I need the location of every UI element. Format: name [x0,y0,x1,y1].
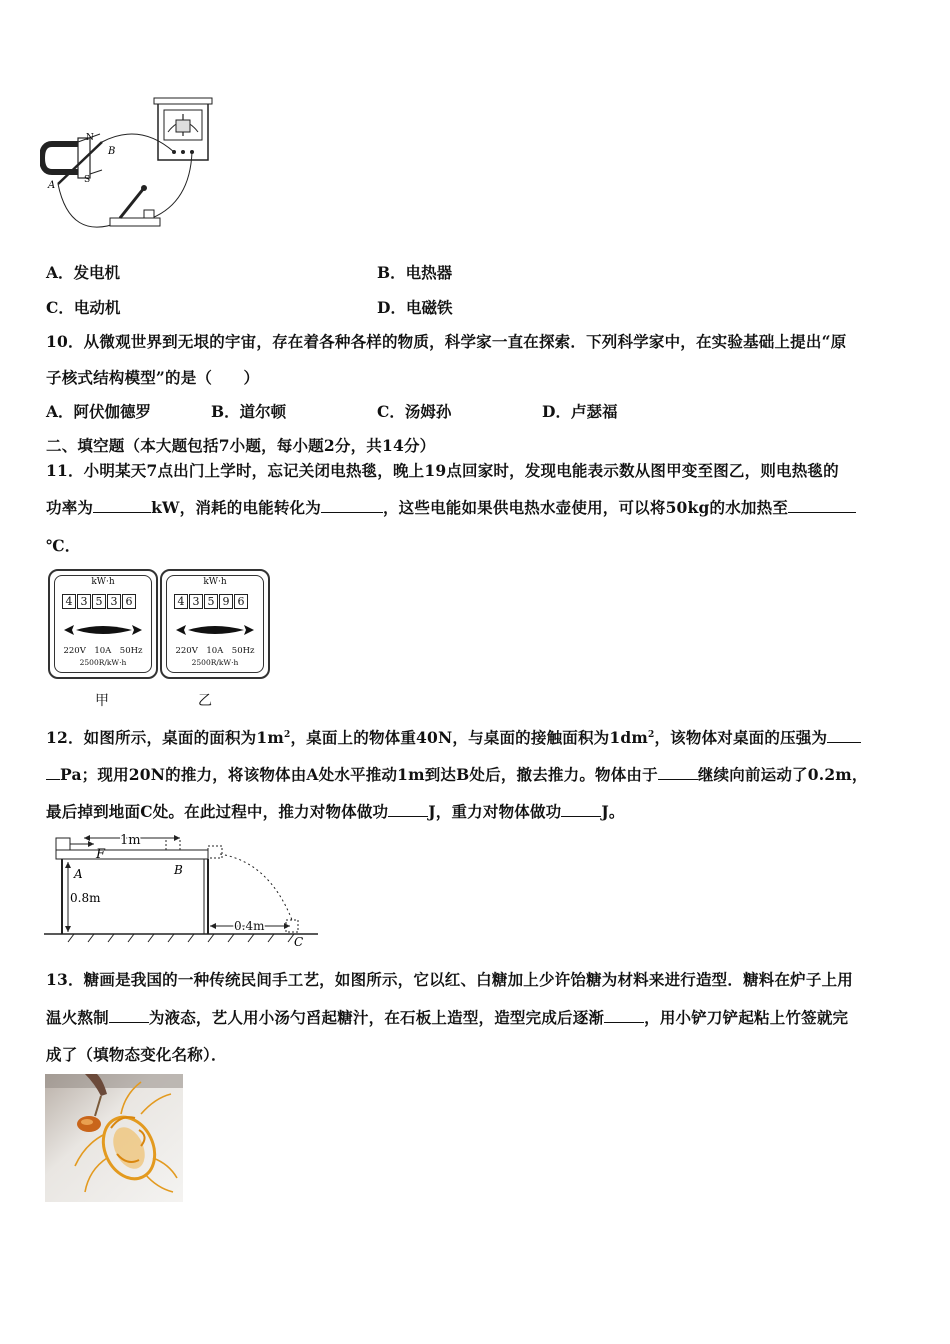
q13-stem-line1: 13．糖画是我国的一种传统民间手工艺，如图所示，它以红、白糖加上少许饴糖为材料来进行造型．糖料在炉子上用 [46,970,853,989]
label-b: B [108,146,116,157]
label-s: S [84,175,91,185]
q12-blank-4[interactable] [561,802,601,817]
q13-stem-line2: 温火熬制 为液态，艺人用小汤勺舀起糖汁，在石板上造型，造型完成后逐渐 ，用小铲刀铲起粘上竹签就完 [46,1008,849,1027]
caption-yi: 乙 [198,693,212,709]
label-c: C [294,935,304,949]
q12-stem-line3: 最后掉到地面C处。在此过程中，推力对物体做功 J，重力对物体做功 J。 [46,802,625,821]
q12-blank-1a[interactable] [827,728,861,743]
section-title: 二、填空题（本大题包括7小题，每小题2分，共14分） [46,436,436,455]
q12-stem-line2: Pa；现用20N的推力，将该物体由A处水平推动1m到达B处后，撤去推力。物体由于 继续向前运动了0.2m， [46,763,868,785]
q10-option-b[interactable]: B．道尔顿 [211,402,287,421]
q13-blank-2[interactable] [604,1008,644,1023]
label-dist1: 1m [120,833,141,848]
energy-meter-jia: kW·h 4 3 5 3 6 220V 10A 50Hz 2500R/kW·h [48,569,158,679]
q11-stem-line2: 功率为 kW，消耗的电能转化为 ，这些电能如果供电热水壶使用，可以将50kg的水加热至 [46,496,856,518]
q9-figure [40,92,220,242]
label-dist2: 0.4m [234,919,265,933]
q11-blank-3[interactable] [788,498,856,513]
q10-option-d[interactable]: D．卢瑟福 [542,402,618,421]
q12-stem-line1: 12．如图所示，桌面的面积为$1m^2$，桌面上的物体重40N，与桌面的接触面积为$1dm^2$，该物体对桌面的压强为 [46,726,861,748]
q12-blank-3[interactable] [388,802,428,817]
sugar-painting-photo [45,1074,183,1202]
q12-figure [44,832,318,950]
label-a: A [48,180,56,191]
label-n: N [86,133,94,143]
q11-stem-line3: ℃． [46,536,81,555]
q9-option-c[interactable]: C．电动机 [46,298,121,317]
q10-stem-line1: 10．从微观世界到无垠的宇宙，存在着各种各样的物质，科学家一直在探索．下列科学家中，在实验基础上提出“原 [46,332,847,351]
label-a: A [74,867,83,881]
caption-jia: 甲 [95,693,109,709]
label-b: B [174,863,183,877]
q11-blank-1[interactable] [93,498,151,513]
q13-blank-1[interactable] [109,1008,149,1023]
q10-option-c[interactable]: C．汤姆孙 [377,402,452,421]
q9-option-a[interactable]: A．发电机 [46,263,121,282]
q10-option-a[interactable]: A．阿伏伽德罗 [46,402,152,421]
q13-stem-line3: 成了（填物态变化名称）． [46,1045,227,1064]
q9-option-b[interactable]: B．电热器 [377,263,453,282]
q11-stem-line1: 11．小明某天7点出门上学时，忘记关闭电热毯，晚上19点回家时，发现电能表示数从图甲变至图乙，则电热毯的 [46,461,839,480]
label-f: F [96,847,106,862]
q12-blank-1b[interactable] [46,765,60,780]
energy-meter-yi: kW·h 4 3 5 9 6 220V 10A 50Hz 2500R/kW·h [160,569,270,679]
q11-blank-2[interactable] [321,498,383,513]
q12-blank-2[interactable] [658,765,698,780]
label-h: 0.8m [70,891,101,905]
meter-disc-icon [174,622,256,638]
q9-option-d[interactable]: D．电磁铁 [377,298,453,317]
q10-stem-line2: 子核式结构模型”的是（ ） [46,368,260,387]
meter-disc-icon [62,622,144,638]
